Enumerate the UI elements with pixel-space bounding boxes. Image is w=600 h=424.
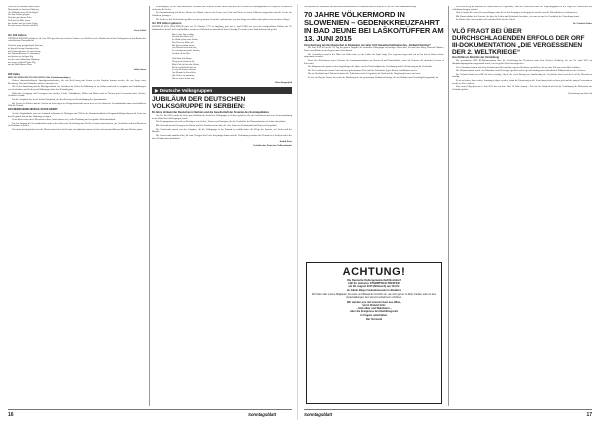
poem-line: Am Morgen licht und klar, <box>172 72 197 75</box>
body-paragraph: Die Gedenkfeier fand in der Nähe von Laško statt, wo die Gräber der Opfer lange Zeit vergessen lagen und erst in den letzten Jahren wieder aufgefunden wurden. <box>304 53 444 59</box>
body-paragraph: Und so fanden die ersten Pressemeldungen statt, die in den Zeitungen wiedergegeben wurden, um die Öffentlichkeit zu informieren. <box>456 12 578 15</box>
body-paragraph: Zum neuen Pilgerjahr am 2. Juni 2015 hat von dem Titel 70 Jahre danach – Zeit für die Wahrheit und für die Versöhnung die Diskussion der Verbände geführt. <box>452 86 592 92</box>
announcement-line-4: im Jakob Bleyer Heimatmuseum in Budaörs <box>346 288 402 292</box>
column-divider <box>149 6 150 406</box>
anniversary-text: GENERAL BUCHER schlägt am 16. Juni 1925 geschlossen mit dem Freiherrn von Wallisch sechs Windeln die dritten Gebirgstaler in den Rücken der schwäbischen Heeresfläche. <box>8 37 146 43</box>
poem-line: Und den gen diesen Echo <box>8 17 32 19</box>
body-paragraph: Die Dokumentation wurde von Historikern und Zeitzeugen gestaltet und zeigt auch bislang unveröffentlichtes Bildmaterial aus den Archiven. <box>456 70 587 73</box>
body-paragraph: Viele Zuschauer haben sich beim Verband gemeldet und ihre eigenen Erlebnisse geschildert, die sie zum Teil zum ersten Mal erzählten. <box>456 66 581 69</box>
body-paragraph: Der Verband dankt dem ORF für diese wichtige Arbeit, die einen Beitrag zur Aufarbeitung der Geschichte leistet und das Leid der Betroffenen würdigt. <box>452 73 592 79</box>
page-number-right: 17 <box>586 412 592 418</box>
poem-line: und fahren ein heiligen Ruf, <box>8 56 34 59</box>
left-col-1 <box>8 6 146 406</box>
article-intro: Presseforum des Verbandes der deutschen Kulturvereine im Landesmuseum in Wien am 23.06.2015 und Bekanntmachung <box>304 6 416 8</box>
right-page <box>304 6 592 418</box>
left-page <box>8 6 292 418</box>
section-subheading: DAS MENSCHENSCHICKSAL IN DER HEIMAT <box>8 109 58 112</box>
body-paragraph: Die Lieder der Kinder und der Großen im Schweigen der Dorfgemeinschaft waren stets wie der Staub der Verwandtschaft immer im ländlichen Volk die Heimat. <box>8 102 146 108</box>
poem-line: Wohl über alle Berge <box>172 58 192 61</box>
poem-line: nun man mit Weck Gottes Hof, <box>8 61 36 64</box>
announcement-bold-4: über die Ereignisse der Nachkriegszeit <box>350 310 398 314</box>
left-col-2-body <box>152 6 292 21</box>
poem-line: Hat Gott es so gemeinet, <box>172 74 195 77</box>
poem-3 <box>152 34 292 81</box>
poem-line: den Lieder sind zu lichen Lichte <box>8 22 38 25</box>
article-signature-name: Rudolf Weiss <box>279 141 292 144</box>
body-paragraph: Zeit nach Krieg im Moment der Mittelschule die Ergebnisse, dass den Sachverhalt über die Regierungspartei in der Frage der Vertriebenen zur Aufklärung bringen würden. <box>452 6 592 11</box>
right-col-2-body <box>452 60 592 91</box>
announcement-bold-2: Herrn Roland Gritz <box>362 304 386 308</box>
body-paragraph: Im Namen aller Anwesenden ein herzlicher Dank für die Arbeit! <box>456 19 516 22</box>
footer-rule-right <box>304 409 592 410</box>
left-col-1-body-2 <box>8 113 146 132</box>
body-paragraph: Siebenbürgen, wo sie Sudetendeutsche Verfasser daß Heinrich Schulz sieben sind nach den Worten des Sonntagsblattes zu vergessen erschrechen vielerorts die Lieder. <box>152 6 292 11</box>
body-paragraph: Bei Juni 2015 fiel an der 70. Tag der großen Tragödie der deutschen Volksgruppe im heutigen Slowenien, als nach dem Krieg Tausende Männer, Frauen und Kinder in den Lagern ums Leben kamen. <box>304 47 444 53</box>
poem-line: Die Sterne ziehen weiter, <box>172 44 195 47</box>
poem-line: da fing die lustige Sonntag schon, <box>8 47 40 50</box>
birth-anniversary-text: WILHELM VON GRAFENECK (geb. am 13. Oktober 1775 in Augsburg, gest. am 5. April 1849) war einer der erfolgreichsten Dichter des 19. Jahrhunderts. Seine Lieder und Balladen wurden zu Volksliedern und sind bis heute lebendig. Es wurde in der Stadt bekannt und geehrt. <box>152 26 292 31</box>
body-paragraph: Trotz allem waren diese Menschen in ihrer Arbeit immer treu, voller Hoffnung und von großer Widerstandskraft. <box>12 119 116 122</box>
body-paragraph: Es ist zu hoffen, dass weitere Sendungen folgen werden, damit die Erinnerung an die Vertreibung nicht verloren geht und die jungen Generationen von dieser Zeit erfahren. <box>452 79 592 85</box>
poem-line: das Tausendblumen im Ahnenland, <box>8 53 41 56</box>
section-banner <box>152 87 292 94</box>
left-col-2 <box>152 6 292 406</box>
poem-line: Als Wolkenbrausen & Nachtigall <box>8 11 39 14</box>
poem-line: Du bist und bleibst bei mir. <box>172 66 197 69</box>
poem-line: Durchziehn es Land und Weg nun, <box>8 8 40 11</box>
poem-line: nun du Wald Ramen Haus. <box>8 64 33 67</box>
right-col-1 <box>304 6 444 258</box>
article-title-right: 70 JAHRE VÖLKERMORD IN SLOWENIEN – GEDENKKREUZFAHRT IN BAD JEUNE BEI LAŠKO/TÜFFER AM 13. JUNI 2015 <box>304 9 444 43</box>
continuation-note: (Fortsetzung auf Seite 18) <box>568 92 592 95</box>
poem-line: Versinkt die Sonne still, <box>172 36 194 39</box>
poem-line: Nun ist der Tag vorüber, <box>172 33 195 36</box>
section-banner-label: Deutsche Volksgruppen <box>159 88 213 94</box>
body-paragraph: Der Bürgermeister sprach zu den Angehörigen der Opfer von der Notwendigkeit der Versöhnung und der Erinnerung an die Geschichte. <box>308 66 433 69</box>
body-paragraph: Die Feier schloss mit einem Gebet und dem gemeinsamen Lied, und die Teilnehmer legten Kränze und Blumen nieder. <box>308 69 418 72</box>
body-paragraph: Der Vorsitzende sprach von den Aufgaben, die die Volksgruppe in der Zukunft zu erfüllen habe: die Pflege der Sprache, der Lieder und der Bräuche. <box>152 128 292 134</box>
body-paragraph: Mit Gottesdienst und Gesang in der Kirche und den Zuschauern im Saal, die viele Gäste aus Deutschland und Österreich begrüßten. <box>156 124 278 127</box>
poem-3-signature: Albert Bangenfeld <box>274 82 292 85</box>
article-title: JUBILÄUM DER DEUTSCHEN VOLKSGRUPPE IN SERBIEN: <box>152 96 246 111</box>
poem-line: Es schweigt nun jeder Streiter, <box>172 50 200 53</box>
body-paragraph: Mit Worten dankte der Vertreter, der über die Leiden und Schicksale berichtete, wie man sie aus der Geschichte der Vertreibung kennt. <box>456 15 580 18</box>
poem-line: Und fuhr ging steingedirgelt Land ein, <box>8 45 44 48</box>
announcement-box <box>306 262 442 404</box>
article-signature-role: Präsident des Deutschen Volksverbandes <box>253 144 292 147</box>
announcement-line-2: hält ihr nächstes STAMMTISCH-TREFFEN <box>348 282 400 286</box>
right-col-2-signature: Dr. Friedrich Heder <box>572 22 592 25</box>
birth-anniversary-heading: Vor 250 Jahren geboren <box>152 22 182 26</box>
poem-line: Das Herz zur Ruhe will. <box>172 41 195 44</box>
body-paragraph: Auf der Originalbasis von einer Auskunft in Bosnien in Thüringen und 1936 in der Donauschwäbischen Hauptstadt Belgrad kamen die Leute aus dem Bergland, um für ihre Wohnung zu ringen. <box>8 112 146 118</box>
anniversary-2-heading: 200 Jahre <box>8 72 20 76</box>
body-paragraph: Für den Vorgang der Verwandtschaft wurde in den Jahren der Vertreibung zum Teil der Versuch unternommen, der Geschichte und den Menschen ein Denkmal zu setzen. <box>8 122 146 128</box>
right-col-1-body <box>304 47 444 79</box>
section-banner-arrow-icon: ▶ <box>155 88 160 94</box>
body-paragraph: Wie in der Sammlung und der Musikgeschichte der Vorfahren im Gebiet der Mündung ist zu erfahren und sind in Ausgaben und Aufführungen von Geschichten und Liedern mit Widmungen über den Heimatbeginn. <box>8 86 146 92</box>
poem-line: Im Walde spielt mein Lieder, <box>172 39 199 42</box>
left-col-2-body-3 <box>152 115 292 140</box>
left-col-1-body <box>8 80 146 108</box>
announcement-text: Wir bitten alle unsere Mitglieder, Freunde und Bekannte herzlich ein, die sich gerne zu Wort melden oder an den Veranstaltungen des Vereins teilnehmen möchten. <box>311 293 437 300</box>
announcement-signoff: Der Vorstand <box>365 318 383 322</box>
poem-line: Erweise unsere Hymne und Bild. <box>8 25 39 28</box>
article-deck-vlo: Zuschriften zu Berichts der Vertreibung <box>452 56 499 60</box>
poem-line: die Linden flammen ich und schnen <box>8 50 41 53</box>
poem-line: Wie es schon immer war. <box>172 77 195 80</box>
article-deck-right: Verschwörung bei den Deutschen in Slowenien vor einer VLO-Gemeinschaftsreise des „Verband Kärntner“ <box>304 43 432 47</box>
announcement-line-1: Die Deutsche Kulturgemeinschaft Bockdorf <box>347 279 401 282</box>
body-paragraph: Wer nicht zurückgekehrt ist in der Heimat und sich in der Fremde zurechtfinden musste, hat dies mit unvorstellbarem Mut und Glauben getan. <box>12 128 143 131</box>
announcement-line-3: am 28. August 2015 (Mittwoch) um 18 Uhr <box>348 285 400 289</box>
poem-line: Am Himmel hoch und weit, <box>172 47 197 50</box>
poem-line: Und den mit Blitz sterne <box>8 19 31 22</box>
poem-1-signature: Ernst Geibel <box>134 30 146 32</box>
poem-2 <box>8 45 146 67</box>
article-deck: 80 Jahre Verband der Deutschen in Serbien und die Gesellschaft der Freunde des Sonntagsblattes <box>152 111 269 115</box>
announcement-bold-3: – Historiker und Wahlmann – <box>356 307 392 311</box>
poem-1 <box>8 6 146 28</box>
body-paragraph: Die Anwesenden dankten allen, die zum Gelingen des Festes beigetragen hatten und die Verbindung zwischen den Deutschen in Serbien und in der alten Heimat aufrechterhielten. <box>152 134 292 140</box>
body-paragraph: Die Lieder in den Liederheften gefallen von der gesamten Gemeinde, und mancher von den Jüngeren erzählte auch später noch von diesen Tagen. <box>156 18 291 21</box>
right-col-2 <box>452 6 592 406</box>
body-paragraph: Es war ein Tag der Trauer, aber auch der Hoffnung auf eine gemeinsame Zukunft in Europa, die auf Wahrheit und Gerechtigkeit gegründet ist. <box>308 76 439 79</box>
body-paragraph: Zahlreiche Lehrgänge und Gesangsvereine wurden, Lieder, Schallplatten, Bilder und Bücher und zu Themen jeder Generation dazu, Werken, Gedichten erzählt. <box>8 92 146 98</box>
footer-rule <box>8 409 292 410</box>
poem-line: Mein Gott, du bist der Stärke, <box>172 63 200 66</box>
body-paragraph: Die gesammelte ORF III-Dokumentation über die Vertreibung der Deutschen nach dem Zweiten Weltkrieg, die am 18. April 2015 im Hauptabendprogramm ausgestrahlt wurde, hat ein großes Echo hervorgerufen. <box>452 60 592 66</box>
article-title-vlo: VLÖ FRAGT BEI ÜBER DURCHSCHLAGENDEN ERFOLG DER ORF III-DOKUMENTATION „DIE VERGESSENEN DER 2. WELTKRIEGE“ <box>452 27 585 56</box>
page-number-left: 16 <box>8 412 14 418</box>
body-paragraph: Für die Ausgaben hier in der Schule Dortmund, der Bevölkerung von Beschäftigung der Sprachfamilie. <box>12 99 107 102</box>
body-paragraph: Am 26. Juni 2015 wurde die Rede zum Jubiläum der deutschen Volksgruppe in Serbien gehalten, die mit Gottesdienst und einer Festveranstaltung in der Stadt Novi Sad begangen wurde. <box>152 115 292 120</box>
body-paragraph: Das Festprogramm war reich an Beiträgen von Liedern, Tänzen und Vorträgen, die die Geschichte der Donauschwaben in Serbien darstellten. <box>156 121 287 124</box>
masthead-right: Sonntagsblatt <box>304 412 332 417</box>
poem-line: und ich mein Wehselnde Hoffnung <box>8 58 40 61</box>
poem-line: So wie die Sonne scheinet, <box>172 69 197 72</box>
body-paragraph: Bis zur Rückfahrt nach Österreich hatten die Teilnehmer noch Gelegenheit, die Stadt und die Umgebung kennen zu lernen. <box>308 73 421 76</box>
poem-line: Und nun mit tausend neuen Schall <box>8 6 40 8</box>
poem-line: Fliegt mein Gebet zu dir, <box>172 61 195 64</box>
announcement-title: ACHTUNG! <box>342 266 406 278</box>
poem-line: Vor den Leiden gelegen. <box>8 14 31 17</box>
body-paragraph: Unter den Teilnehmern waren Vertreter der Landsmannschaften aus Österreich und Deutschland, sowie die Vertreter der deutschen Vereine in Slowenien. <box>304 59 444 65</box>
column-divider-right <box>448 6 449 406</box>
body-paragraph: Weitere donauschwäbische Sprachgemeinschaften, die von Bei-Gesang mit Leuten zu den Ländern benutzt werden, die von Lager eines Kreuzberg, Jahr und Volksleben sind zu erforschen ist. <box>8 80 146 85</box>
masthead-left: Sonntagsblatt <box>248 412 276 417</box>
right-col-2-top-body <box>452 6 592 22</box>
announcement-bold-1: Wir werden uns mit unseren Gast aus Wien, <box>346 300 401 304</box>
body-paragraph: Im Zusammenhang mit diesen Werken der Musik wird zu den Festen von Groß und Klein zu einem Volksfest ausgerichtet und die Lieder der Vorfahren gesungen. <box>152 12 292 18</box>
anniversary-heading: Vor 100 Jahren <box>8 33 27 37</box>
poem-2-signature: Julius Sturm <box>133 69 146 72</box>
poem-line: Vorüber ist die Zeit. <box>172 52 191 55</box>
anniversary-2-text: DER TECHNISCHE HOCHSCHULE (Die Urbanbemächtiger) <box>8 76 71 79</box>
page-gutter <box>297 4 298 420</box>
announcement-bold-5: in Ungarn unterhalten. <box>360 313 388 317</box>
